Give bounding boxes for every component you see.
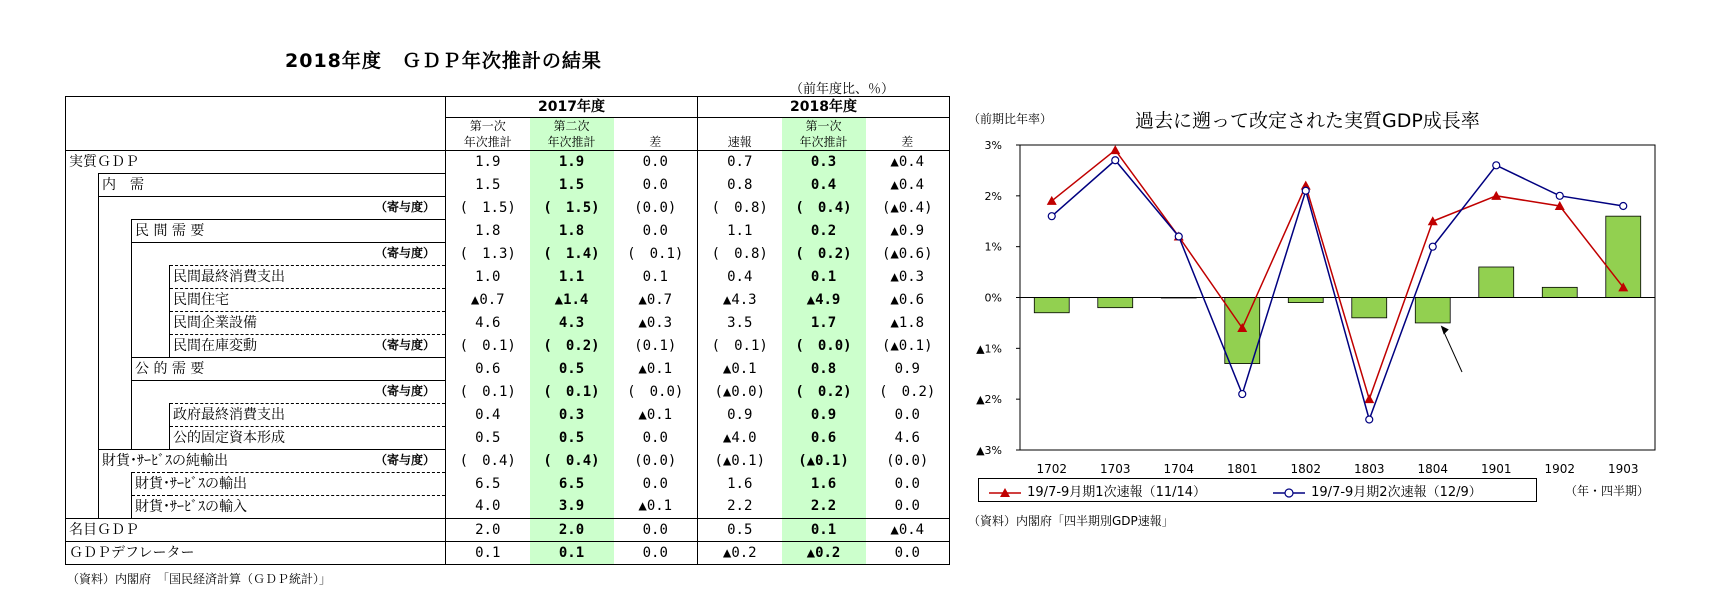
value-cell: (0.0) — [866, 450, 950, 473]
value-cell: 0.5 — [530, 427, 614, 450]
value-cell: ▲0.3 — [638, 314, 673, 331]
chart-legend — [978, 478, 1537, 502]
value-cell: ( 0.0) — [627, 383, 684, 400]
legend-marker-circle-icon — [1271, 485, 1307, 501]
revision-bar — [1352, 298, 1387, 318]
value-cell: (▲0.1) — [698, 450, 782, 473]
value-cell: 0.5 — [446, 427, 530, 450]
series-point-circle — [1048, 213, 1055, 220]
x-tick-label: 1903 — [1607, 462, 1639, 476]
value-cell: ▲0.4 — [866, 174, 950, 197]
column-header: 差 — [866, 134, 950, 151]
value-cell: ( 0.0) — [782, 335, 866, 358]
x-tick-label: 1702 — [1036, 462, 1068, 476]
row-contribution-note: （寄与度） — [374, 453, 435, 467]
value-cell: 2.2 — [782, 496, 866, 519]
value-cell: ▲0.7 — [638, 291, 673, 308]
row-label: 内 需 — [102, 176, 144, 193]
row-label: 政府最終消費支出 — [173, 406, 285, 423]
chart-y-axis-label: （前期比年率） — [968, 112, 1053, 126]
value-cell: ▲0.1 — [638, 498, 673, 515]
value-cell: (▲0.6) — [866, 243, 950, 266]
chart-source: （資料）内閣府「四半期別GDP速報」 — [968, 514, 1174, 528]
value-cell: ( 0.8) — [698, 243, 782, 266]
header-group-2017: 2017年度 — [446, 97, 698, 118]
value-cell: ▲0.4 — [866, 151, 950, 174]
value-cell: 3.9 — [530, 496, 614, 519]
x-tick-label: 1801 — [1226, 462, 1258, 476]
x-tick-label: 1703 — [1099, 462, 1131, 476]
value-cell: ▲0.2 — [782, 542, 866, 565]
value-cell: 1.8 — [446, 220, 530, 243]
value-cell: ( 1.5) — [530, 197, 614, 220]
value-cell: 6.5 — [446, 473, 530, 496]
value-cell: ▲4.0 — [698, 427, 782, 450]
value-cell: ▲0.7 — [446, 289, 530, 312]
revision-bar — [1098, 298, 1133, 308]
row-label: ＧＤＰデフレーター — [69, 544, 195, 561]
value-cell: 1.5 — [530, 174, 614, 197]
y-tick-label: ▲1% — [976, 342, 1002, 356]
legend-item-second-prelim — [1271, 481, 1482, 501]
value-cell: 0.0 — [642, 429, 668, 446]
revision-bar — [1288, 298, 1323, 303]
value-cell: 0.1 — [782, 266, 866, 289]
row-label: 民 間 需 要 — [135, 222, 205, 239]
value-cell: 0.0 — [614, 519, 698, 542]
value-cell: 1.1 — [698, 220, 782, 243]
value-cell: 4.0 — [446, 496, 530, 519]
value-cell: ▲4.3 — [698, 289, 782, 312]
column-header: 年次推計 — [446, 134, 530, 151]
value-cell: 0.0 — [866, 542, 950, 565]
column-header: 年次推計 — [782, 134, 866, 151]
y-tick-label: 1% — [984, 240, 1002, 254]
value-cell: 0.9 — [698, 404, 782, 427]
value-cell: 0.0 — [642, 222, 668, 239]
value-cell: 0.0 — [866, 473, 950, 496]
series-point-circle — [1493, 162, 1500, 169]
value-cell: ( 1.3) — [446, 243, 530, 266]
row-label: 実質ＧＤＰ — [69, 153, 139, 170]
value-cell: ( 0.4) — [446, 450, 530, 473]
value-cell: ▲1.4 — [530, 289, 614, 312]
value-cell: 0.7 — [698, 151, 782, 174]
value-cell: ▲0.4 — [866, 519, 950, 542]
value-cell: 2.2 — [698, 496, 782, 519]
x-tick-label: 1901 — [1480, 462, 1512, 476]
value-cell: 0.8 — [698, 174, 782, 197]
revision-bar — [1542, 287, 1577, 297]
value-cell: 1.6 — [782, 473, 866, 496]
value-cell: 0.1 — [530, 542, 614, 565]
value-cell: 0.0 — [866, 404, 950, 427]
row-contribution-note: （寄与度） — [374, 384, 435, 398]
value-cell: 0.0 — [642, 176, 668, 193]
series-point-circle — [1620, 203, 1627, 210]
value-cell: ( 0.4) — [782, 197, 866, 220]
value-cell: ▲0.2 — [698, 542, 782, 565]
value-cell: 0.4 — [782, 174, 866, 197]
value-cell: 1.9 — [530, 151, 614, 174]
value-cell: 1.9 — [446, 151, 530, 174]
value-cell: (▲0.0) — [698, 381, 782, 404]
value-cell: (▲0.1) — [866, 335, 950, 358]
value-cell: ( 0.2) — [782, 381, 866, 404]
value-cell: 0.0 — [866, 496, 950, 519]
chart-x-unit: （年・四半期） — [1565, 484, 1650, 498]
series-point-circle — [1112, 157, 1119, 164]
table-source: （資料）内閣府 「国民経済計算（ＧＤＰ統計）」 — [67, 572, 332, 586]
x-tick-label: 1704 — [1163, 462, 1195, 476]
value-cell: 2.0 — [446, 519, 530, 542]
value-cell: ▲0.1 — [638, 360, 673, 377]
value-cell: 3.5 — [698, 312, 782, 335]
row-label: 民間住宅 — [173, 291, 229, 308]
value-cell: ▲0.1 — [638, 406, 673, 423]
value-cell: 1.0 — [446, 266, 530, 289]
value-cell: 4.6 — [446, 312, 530, 335]
row-label: 財貨･ｻｰﾋﾞｽの輸出 — [135, 475, 247, 492]
value-cell: 0.9 — [782, 404, 866, 427]
value-cell: 0.2 — [782, 220, 866, 243]
table-title: 2018年度 ＧＤＰ年次推計の結果 — [285, 50, 602, 72]
row-contribution-note: （寄与度） — [374, 246, 435, 260]
value-cell: 0.5 — [698, 519, 782, 542]
value-cell: 0.3 — [782, 151, 866, 174]
row-label: 公 的 需 要 — [135, 360, 205, 377]
value-cell: 0.6 — [782, 427, 866, 450]
value-cell: ( 0.1) — [530, 381, 614, 404]
value-cell: 0.0 — [642, 475, 668, 492]
value-cell: 0.1 — [642, 268, 668, 285]
value-cell: 1.7 — [782, 312, 866, 335]
header-group-2018: 2018年度 — [698, 97, 950, 118]
value-cell: (0.0) — [634, 452, 677, 469]
y-tick-label: 3% — [984, 139, 1002, 152]
legend-marker-triangle-icon — [987, 485, 1023, 501]
value-cell: ( 0.2) — [530, 335, 614, 358]
series-point-circle — [1302, 187, 1309, 194]
value-cell: 1.5 — [446, 174, 530, 197]
legend-item-first-prelim — [987, 481, 1206, 501]
column-header: 差 — [614, 134, 698, 151]
value-cell: 0.4 — [698, 266, 782, 289]
value-cell: ▲4.9 — [782, 289, 866, 312]
value-cell: ( 0.1) — [698, 335, 782, 358]
row-contribution-note: （寄与度） — [374, 200, 435, 214]
value-cell: (▲0.1) — [782, 450, 866, 473]
value-cell: ( 0.2) — [782, 243, 866, 266]
value-cell: 4.3 — [530, 312, 614, 335]
value-cell: ( 0.1) — [627, 245, 684, 262]
value-cell: ( 1.5) — [446, 197, 530, 220]
series-point-circle — [1556, 192, 1563, 199]
value-cell: (▲0.4) — [866, 197, 950, 220]
row-label: 名目ＧＤＰ — [69, 521, 139, 538]
value-cell: 1.1 — [530, 266, 614, 289]
value-cell: 0.0 — [614, 542, 698, 565]
x-tick-label: 1802 — [1290, 462, 1322, 476]
column-header: 年次推計 — [530, 134, 614, 151]
value-cell: ( 0.2) — [866, 381, 950, 404]
series-point-circle — [1429, 243, 1436, 250]
legend-label-second-prelim: 19/7-9月期2次速報（12/9） — [1311, 485, 1482, 500]
legend-label-first-prelim: 19/7-9月期1次速報（11/14） — [1027, 485, 1207, 500]
value-cell: ▲0.6 — [866, 289, 950, 312]
value-cell: ▲0.3 — [866, 266, 950, 289]
row-label: 財貨･ｻｰﾋﾞｽの純輸出 — [102, 452, 228, 469]
series-point-circle — [1175, 233, 1182, 240]
value-cell: 0.4 — [446, 404, 530, 427]
value-cell: ( 0.4) — [530, 450, 614, 473]
row-label: 民間企業設備 — [173, 314, 257, 331]
column-header: 第二次 — [530, 118, 614, 135]
value-cell: 1.6 — [698, 473, 782, 496]
column-header: 第一次 — [782, 118, 866, 135]
value-cell: 4.6 — [866, 427, 950, 450]
value-cell: 0.0 — [614, 151, 698, 174]
row-label: 民間最終消費支出 — [173, 268, 285, 285]
value-cell: 0.3 — [530, 404, 614, 427]
value-cell: 0.1 — [782, 519, 866, 542]
series-point-circle — [1239, 391, 1246, 398]
chart-title: 過去に遡って改定された実質GDP成長率 — [1135, 110, 1480, 132]
value-cell: (0.0) — [634, 199, 677, 216]
revision-bar — [1034, 298, 1069, 313]
row-label: 民間在庫変動 — [173, 337, 257, 354]
value-cell: ( 1.4) — [530, 243, 614, 266]
table-unit: （前年度比、％） — [790, 82, 895, 97]
column-header: 速報 — [698, 134, 782, 151]
y-tick-label: 2% — [984, 189, 1002, 203]
row-contribution-note: （寄与度） — [374, 338, 435, 352]
value-cell: 2.0 — [530, 519, 614, 542]
value-cell: 0.8 — [782, 358, 866, 381]
value-cell: 1.8 — [530, 220, 614, 243]
value-cell: ▲0.9 — [866, 220, 950, 243]
revision-bar — [1415, 298, 1450, 323]
value-cell: ( 0.1) — [446, 381, 530, 404]
value-cell: 0.1 — [446, 542, 530, 565]
value-cell: ( 0.8) — [698, 197, 782, 220]
y-tick-label: ▲3% — [976, 444, 1002, 457]
value-cell: ▲1.8 — [866, 312, 950, 335]
row-label: 財貨･ｻｰﾋﾞｽの輸入 — [135, 498, 247, 515]
row-label: 公的固定資本形成 — [173, 429, 285, 446]
y-tick-label: 0% — [984, 291, 1002, 305]
value-cell: 0.6 — [446, 358, 530, 381]
x-tick-label: 1803 — [1353, 462, 1385, 476]
value-cell: ( 0.1) — [446, 335, 530, 358]
series-point-circle — [1366, 416, 1373, 423]
value-cell: 6.5 — [530, 473, 614, 496]
column-header: 第一次 — [446, 118, 530, 135]
value-cell: 0.9 — [866, 358, 950, 381]
value-cell: (0.1) — [634, 337, 677, 354]
value-cell: ▲0.1 — [698, 358, 782, 381]
revision-bar — [1479, 267, 1514, 298]
y-tick-label: ▲2% — [976, 393, 1002, 407]
x-tick-label: 1902 — [1544, 462, 1576, 476]
x-tick-label: 1804 — [1417, 462, 1449, 476]
value-cell: 0.5 — [530, 358, 614, 381]
